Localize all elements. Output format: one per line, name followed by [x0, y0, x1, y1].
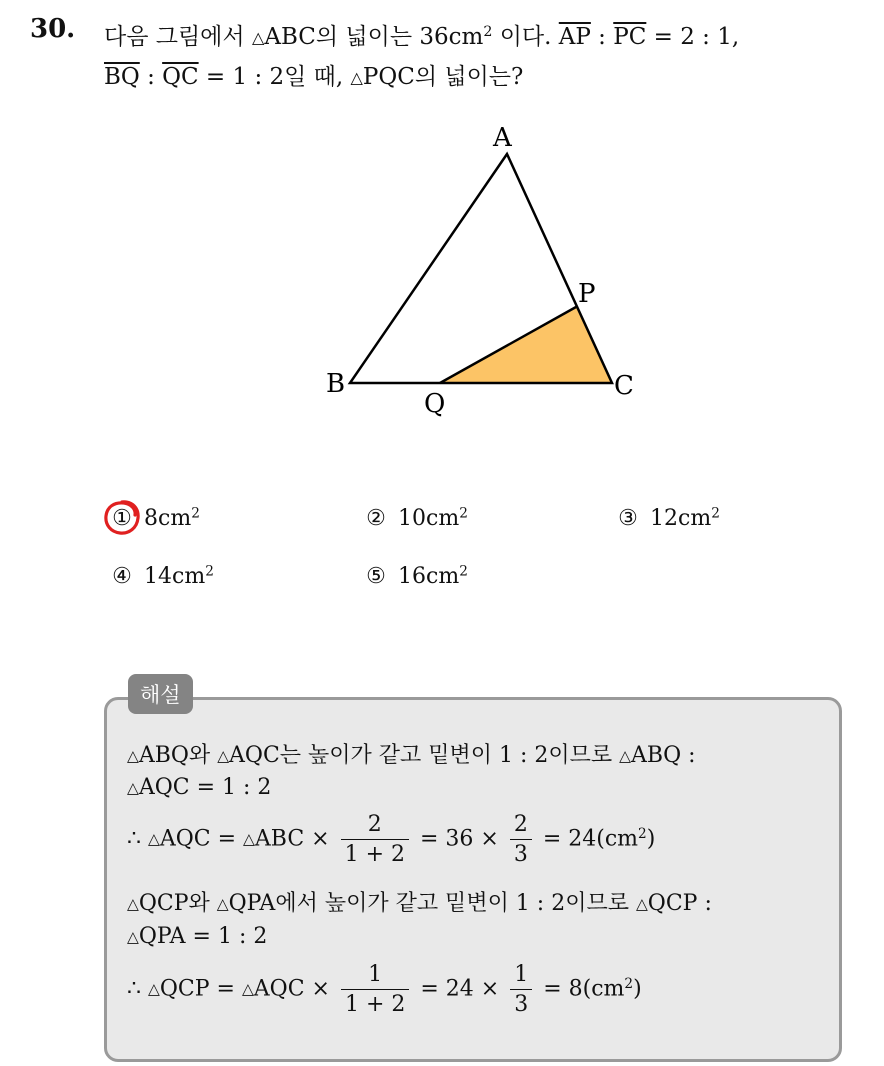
choice-2[interactable]: ② $10cm^2$: [364, 506, 468, 531]
choice-value: 8cm: [144, 506, 192, 531]
solution-line-6: ∴ △QCP = △AQC × $\frac{1}{1 + 2}$ = 24 × $\frac{1}{3}$ = $8(cm^2)$: [127, 962, 642, 1017]
choice-value: 10cm: [398, 506, 460, 531]
fraction: $\frac{2}{3}$: [510, 812, 532, 867]
label-a: A: [493, 123, 512, 153]
choice-value: 16cm: [398, 564, 460, 589]
choice-mark: ⑤: [366, 564, 386, 589]
label-p: P: [578, 279, 596, 309]
fraction: $\frac{2}{1 + 2}$: [341, 812, 409, 867]
question-number: 30.: [30, 14, 76, 44]
choice-mark: ③: [618, 506, 638, 531]
segment-bq: $\overline{BQ}$: [104, 64, 140, 90]
choice-value: 12cm: [650, 506, 712, 531]
choice-mark: ④: [112, 564, 132, 589]
shaded-triangle-pqc: [440, 307, 612, 383]
answer-circle-icon: [102, 497, 142, 537]
choice-1[interactable]: ① $8cm^2$: [110, 506, 200, 531]
label-q: Q: [424, 389, 446, 419]
question-line-1: 다음 그림에서 △ABC의 넓이는 $36cm^2$ 이다. $\overline{AP}$ : $\overline{PC} = 2$ : 1,: [104, 24, 740, 50]
choice-4[interactable]: ④ $14cm^2$: [110, 564, 214, 589]
choice-5[interactable]: ⑤ $16cm^2$: [364, 564, 468, 589]
solution-line-3: ∴ △AQC = △ABC × $\frac{2}{1 + 2}$ = 36 × $\frac{2}{3}$ = $24(cm^2)$: [127, 812, 656, 867]
segment-ap: $\overline{AP}$: [558, 24, 591, 50]
segment-qc: $\overline{QC}$: [162, 64, 199, 90]
choice-mark: ②: [366, 506, 386, 531]
label-c: C: [614, 371, 634, 401]
solution-tag: 해설: [128, 674, 193, 714]
solution-line-2: △AQC = 1 : 2: [127, 775, 272, 800]
label-b: B: [326, 369, 346, 399]
segment-pc: $\overline{PC}$: [613, 24, 647, 50]
choice-3[interactable]: ③ $12cm^2$: [616, 506, 720, 531]
choice-value: 14cm: [144, 564, 206, 589]
solution-line-4: △QCP와 △QPA에서 높이가 같고 밑변이 1 : 2이므로 △QCP :: [127, 891, 712, 916]
fraction: $\frac{1}{1 + 2}$: [341, 962, 409, 1017]
choice-mark: ①: [112, 506, 132, 531]
triangle-figure: [300, 118, 680, 428]
solution-line-5: △QPA = 1 : 2: [127, 924, 268, 949]
fraction: $\frac{1}{3}$: [510, 962, 532, 1017]
question-line-2: $\overline{BQ}$ : $\overline{QC} = 1$ : 2일 때, △PQC의 넓이는?: [104, 64, 524, 90]
solution-line-1: △ABQ와 △AQC는 높이가 같고 밑변이 1 : 2이므로 △ABQ :: [127, 743, 696, 768]
